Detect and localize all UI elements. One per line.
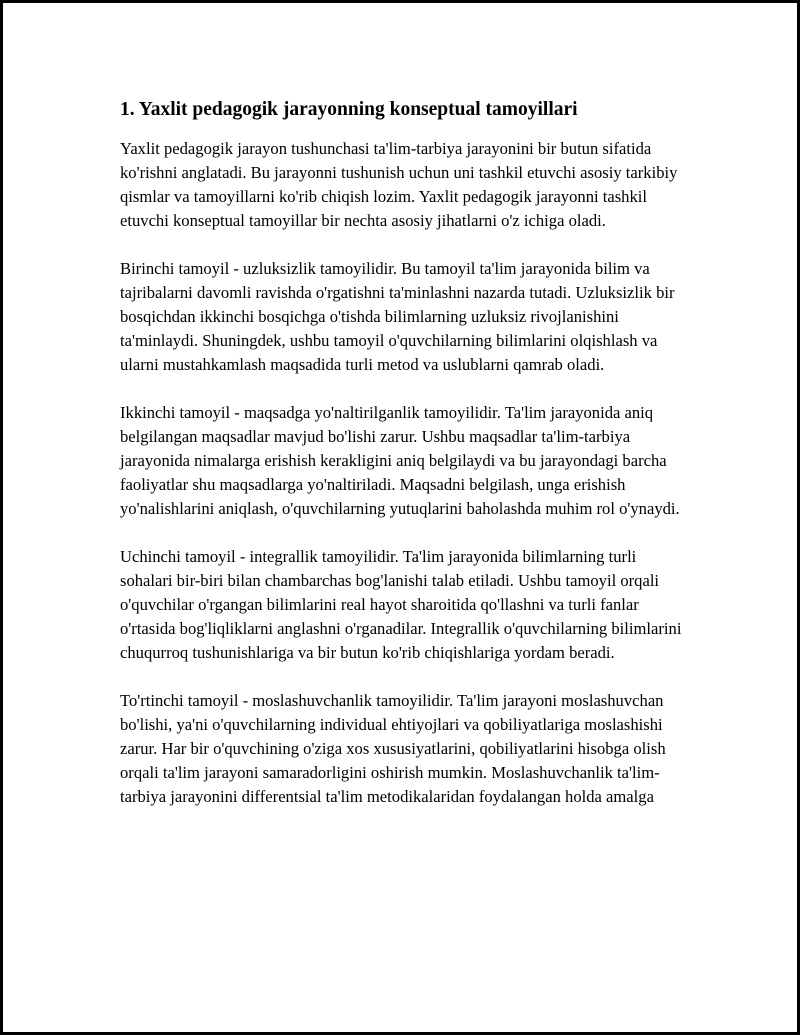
paragraph-fourth-principle: To'rtinchi tamoyil - moslashuvchanlik tamoyilidir. Ta'lim jarayoni moslashuvchan bo'lishi, ya'ni o'quvchilarning individual ehtiyojlari va qobiliyatlariga moslashishi zarur. Har bir o'quvchining o'ziga xos xususiyatlarini, qobiliyatlarini hisobga olish orqali ta'lim jarayoni samaradorligini oshirish mumkin. Moslashuvchanlik ta'lim-tarbiya jarayonini differentsial ta'lim metodikalaridan foydalangan holda amalga xyxy=(120,691,666,806)
paragraph-third-principle: Uchinchi tamoyil - integrallik tamoyilidir. Ta'lim jarayonida bilimlarning turli sohalari bir-biri bilan chambarchas bog'lanishi talab etiladi. Ushbu tamoyil orqali o'quvchilar o'rgangan bilimlarini real hayot sharoitida qo'llashni va turli fanlar o'rtasida bog'liqliklarni anglashni o'rganadilar. Integrallik o'quvchilarning bilimlarini chuqurroq tushunishlariga va bir butun ko'rib chiqishlariga yordam beradi. xyxy=(120,547,682,662)
paragraph-first-principle: Birinchi tamoyil - uzluksizlik tamoyilidir. Bu tamoyil ta'lim jarayonida bilim va tajribalarni davomli ravishda o'rgatishni ta'minlashni nazarda tutadi. Uzluksizlik bir bosqichdan ikkinchi bosqichga o'tishda bilimlarning uzluksiz rivojlanishini ta'minlaydi. Shuningdek, ushbu tamoyil o'quvchilarning bilimlarini olqishlash va ularni mustahkamlash maqsadida turli metod va uslublarni qamrab oladi. xyxy=(120,259,675,374)
paragraph-intro: Yaxlit pedagogik jarayon tushunchasi ta'lim-tarbiya jarayonini bir butun sifatida ko'rishni anglatadi. Bu jarayonni tushunish uchun uni tashkil etuvchi asosiy tarkibiy qismlar va tamoyillarni ko'rib chiqish lozim. Yaxlit pedagogik jarayonni tashkil etuvchi konseptual tamoyillar bir nechta asosiy jihatlarni o'z ichiga oladi. xyxy=(120,139,678,230)
section-heading: 1. Yaxlit pedagogik jarayonning konseptual tamoyillari xyxy=(120,99,578,120)
paragraph-second-principle: Ikkinchi tamoyil - maqsadga yo'naltirilganlik tamoyilidir. Ta'lim jarayonida aniq belgilangan maqsadlar mavjud bo'lishi zarur. Ushbu maqsadlar ta'lim-tarbiya jarayonida nimalarga erishish kerakligini aniq belgilaydi va bu jarayondagi barcha faoliyatlar shu maqsadlarga yo'naltiriladi. Maqsadni belgilash, unga erishish yo'nalishlarini aniqlash, o'quvchilarning yutuqlarini baholashda muhim rol o'ynaydi. xyxy=(120,403,680,518)
document-body xyxy=(120,97,692,833)
